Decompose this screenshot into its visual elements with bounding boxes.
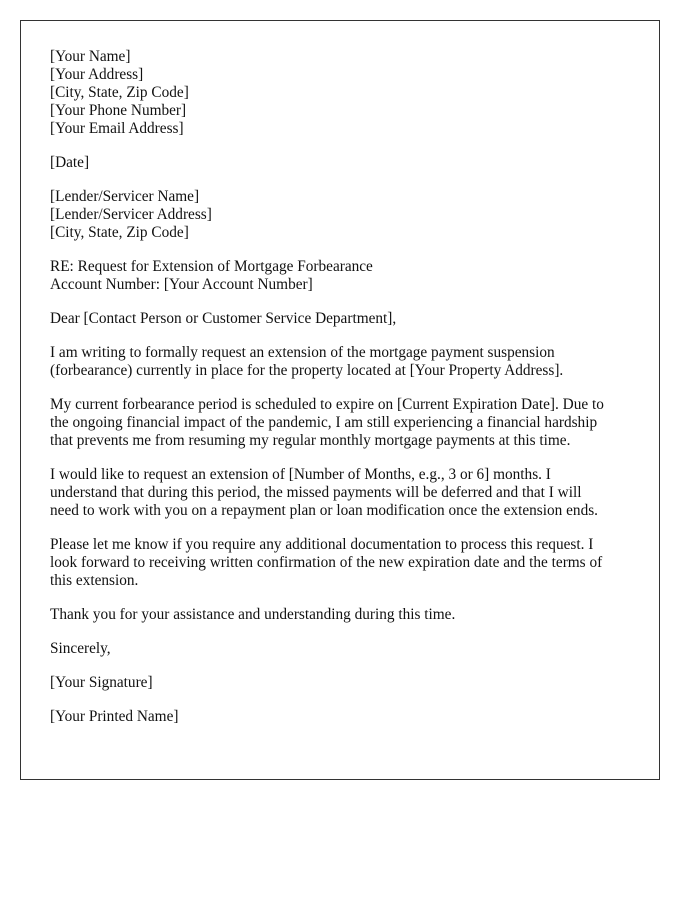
recipient-block <box>50 188 640 242</box>
letter-date: [Date] <box>50 154 90 171</box>
subject-re-line: RE: Request for Extension of Mortgage Forbearance <box>50 258 373 275</box>
body-paragraph-2 <box>50 396 640 450</box>
paragraph-line: (forbearance) currently in place for the property located at [Your Property Address]. <box>50 362 564 379</box>
subject-block <box>50 258 640 294</box>
recipient-city-state-zip: [City, State, Zip Code] <box>50 224 189 241</box>
paragraph-line: this extension. <box>50 572 139 589</box>
paragraph-line: look forward to receiving written confirmation of the new expiration date and the terms of <box>50 554 603 571</box>
paragraph-line: the ongoing financial impact of the pandemic, I am still experiencing a financial hardship <box>50 414 598 431</box>
printed-name-text: [Your Printed Name] <box>50 708 179 725</box>
date-block <box>50 154 640 172</box>
paragraph-line: need to work with you on a repayment plan or loan modification once the extension ends. <box>50 502 598 519</box>
paragraph-line: I am writing to formally request an extension of the mortgage payment suspension <box>50 344 555 361</box>
signature-text: [Your Signature] <box>50 674 153 691</box>
salutation-block <box>50 310 640 328</box>
body-paragraph-3 <box>50 466 640 520</box>
sender-phone: [Your Phone Number] <box>50 102 187 119</box>
paragraph-line: I would like to request an extension of [Number of Months, e.g., 3 or 6] months. I <box>50 466 551 483</box>
sender-block <box>50 48 640 138</box>
paragraph-line: understand that during this period, the missed payments will be deferred and that I will <box>50 484 582 501</box>
closing <box>50 640 640 658</box>
paragraph-line: My current forbearance period is scheduled to expire on [Current Expiration Date]. Due to <box>50 396 604 413</box>
salutation: Dear [Contact Person or Customer Service Department], <box>50 310 397 327</box>
recipient-name: [Lender/Servicer Name] <box>50 188 200 205</box>
body-paragraph-1 <box>50 344 640 380</box>
sender-address: [Your Address] <box>50 66 144 83</box>
paragraph-line: Thank you for your assistance and understanding during this time. <box>50 606 456 623</box>
paragraph-line: Please let me know if you require any additional documentation to process this request. I <box>50 536 594 553</box>
printed-name <box>50 708 640 726</box>
sender-city-state-zip: [City, State, Zip Code] <box>50 84 189 101</box>
sender-email: [Your Email Address] <box>50 120 184 137</box>
closing-text: Sincerely, <box>50 640 111 657</box>
body-paragraph-4 <box>50 536 640 590</box>
recipient-address: [Lender/Servicer Address] <box>50 206 212 223</box>
subject-account-line: Account Number: [Your Account Number] <box>50 276 313 293</box>
letter-page <box>20 20 660 780</box>
letter-content <box>50 48 640 742</box>
body-paragraph-5 <box>50 606 640 624</box>
sender-name: [Your Name] <box>50 48 131 65</box>
paragraph-line: that prevents me from resuming my regular monthly mortgage payments at this time. <box>50 432 571 449</box>
signature <box>50 674 640 692</box>
